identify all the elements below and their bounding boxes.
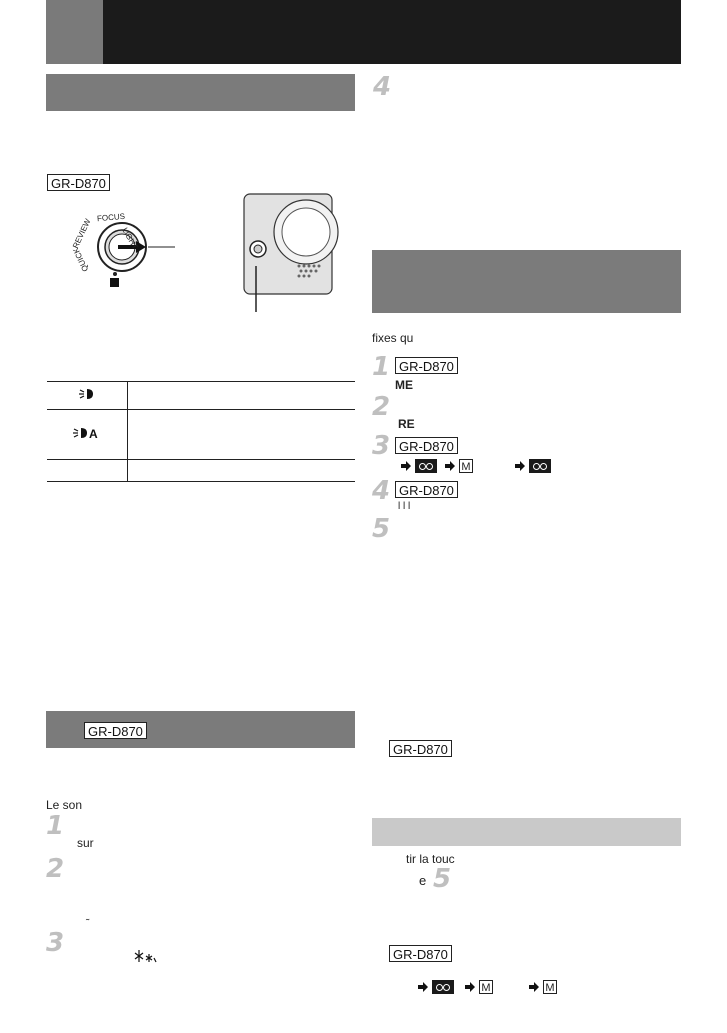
step-number-right-1: 1 [372,352,391,382]
model-label-step4: GR-D870 [395,481,458,498]
right-arrow-icon [418,982,428,992]
section-bar-light [46,74,355,111]
fragment-sur: sur [77,836,94,850]
fragment-me: ME [395,378,413,392]
manual-mode-icon: M [459,459,473,473]
dial-label-focus: FOCUS [96,211,126,224]
page-header [46,0,681,64]
step-number-right-5: 5 [372,514,391,544]
model-label-note: GR-D870 [389,740,452,757]
fragment-ll: l l l [398,501,411,512]
step-reference-5: 5 [433,864,452,894]
dial-label-quick: QUICK [71,246,91,273]
model-label-step3: GR-D870 [395,437,458,454]
fragment-le-son: Le son [46,798,83,812]
tape-mode-icon [415,459,437,473]
fragment-re: RE [398,417,415,431]
table-text-cell [128,382,356,410]
manual-mode-icon: M [479,980,493,994]
tape-mode-icon [529,459,551,473]
section-bar-light-gray [372,818,681,846]
model-label-section: GR-D870 [84,722,147,739]
step-number-right-3: 3 [372,431,391,461]
table-icon-cell [47,382,128,410]
step-number-left-2: 2 [46,854,65,884]
fragment-e: e [419,873,427,888]
dial-label-review: REVIEW [71,217,93,250]
table-row [47,410,355,460]
step-number-right-top-4: 4 [373,72,392,102]
tape-mode-icon [432,980,454,994]
right-arrow-icon [465,982,475,992]
step-number-left-1: 1 [46,811,65,841]
table-text-cell [128,460,356,482]
right-arrow-icon [445,461,455,471]
model-label-dial: GR-D870 [47,174,110,191]
step-number-right-2: 2 [372,392,391,422]
model-label-bottom: GR-D870 [389,945,452,962]
section-bar-snapshot [372,250,681,313]
model-label-step1: GR-D870 [395,357,458,374]
light-auto-icon [73,426,101,440]
camera-illustration [244,194,332,312]
fragment-tir-touc: tir la touc [406,852,455,866]
table-row [47,460,355,482]
light-on-icon [79,387,95,401]
light-mode-table [47,381,355,482]
right-arrow-icon [401,461,411,471]
table-row [47,382,355,410]
table-icon-cell [47,460,128,482]
fragment-tilde: ˜ [86,918,90,929]
header-tab [46,0,103,64]
right-arrow-icon [529,982,539,992]
step-number-left-3: 3 [46,928,65,958]
dial-label-light: LIGHT [120,226,140,251]
fireworks-icon [133,948,157,964]
manual-mode-icon: M [543,980,557,994]
auto-a-glyph: A [89,427,98,441]
right-arrow-icon [515,461,525,471]
table-text-cell [128,410,356,460]
fragment-fixes: fixes qu [372,331,414,345]
table-icon-cell [47,410,128,460]
step-number-right-4: 4 [372,476,391,506]
